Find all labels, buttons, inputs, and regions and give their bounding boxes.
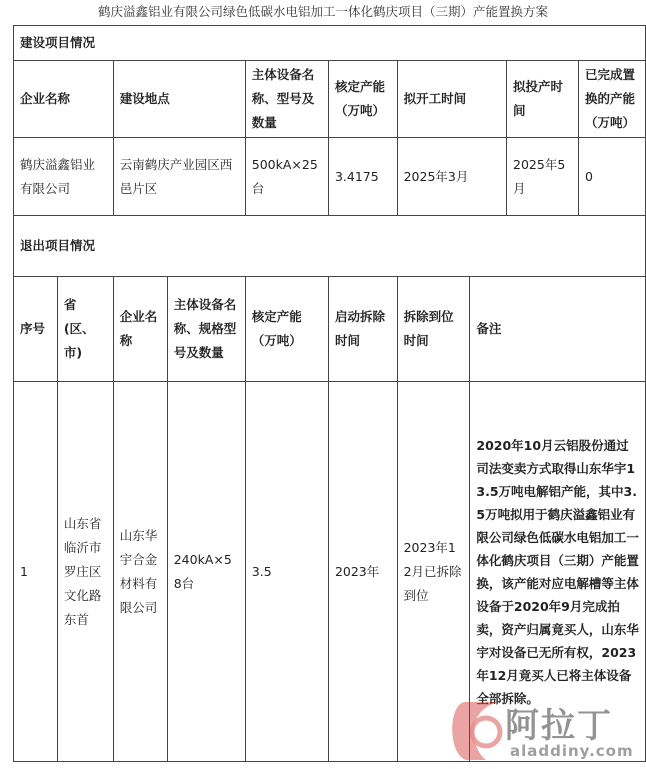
header-remarks: 备注 — [470, 277, 646, 382]
cell-exit-company: 山东华宇合金材料有限公司 — [113, 382, 167, 762]
document-title: 鹤庆溢鑫铝业有限公司绿色低碳水电铝加工一体化鹤庆项目（三期）产能置换方案 — [97, 4, 548, 19]
header-start-time: 拟开工时间 — [397, 61, 506, 138]
header-replaced-capacity: 已完成置换的产能（万吨） — [578, 61, 645, 138]
header-site: 建设地点 — [113, 61, 245, 138]
cell-exit-capacity: 3.5 — [245, 382, 328, 762]
cell-replaced-capacity: 0 — [578, 138, 645, 216]
cell-start-time: 2025年3月 — [397, 138, 506, 216]
header-exit-equipment: 主体设备名称、规格型号及数量 — [167, 277, 245, 382]
watermark-url: aladdiny.com — [510, 742, 634, 760]
exit-section-label: 退出项目情况 — [14, 216, 646, 277]
header-demolition-start: 启动拆除时间 — [328, 277, 397, 382]
cell-production-time: 2025年5月 — [507, 138, 579, 216]
cell-demolition-done: 2023年12月已拆除到位 — [397, 382, 470, 762]
header-equipment: 主体设备名称、型号及数量 — [245, 61, 328, 138]
header-production-time: 拟投产时间 — [507, 61, 579, 138]
header-demolition-done: 拆除到位时间 — [397, 277, 470, 382]
capacity-replacement-table — [13, 25, 646, 762]
header-province: 省(区、市) — [57, 277, 113, 382]
header-capacity: 核定产能（万吨） — [328, 61, 397, 138]
cell-demolition-start: 2023年 — [328, 382, 397, 762]
construction-section-label: 建设项目情况 — [14, 26, 646, 61]
header-company-name: 企业名称 — [14, 61, 114, 138]
cell-serial: 1 — [14, 382, 58, 762]
header-exit-company: 企业名称 — [113, 277, 167, 382]
header-serial: 序号 — [14, 277, 58, 382]
cell-remarks: 2020年10月云铝股份通过司法变卖方式取得山东华宇13.5万吨电解铝产能，其中3.5万吨拟用于鹤庆溢鑫铝业有限公司绿色低碳水电铝加工一体化鹤庆项目（三期）产能置换，该产能对应电解槽等主体设备于2020年9月完成拍卖，资产归属竟买人，山东华宇对设备已无所有权，2023年12月竟买人已将主体设备全部拆除。 — [470, 382, 646, 762]
cell-site: 云南鹤庆产业园区西邑片区 — [113, 138, 245, 216]
watermark-text: 阿拉丁 — [505, 706, 613, 746]
cell-equipment: 500kA×25台 — [245, 138, 328, 216]
cell-exit-equipment: 240kA×58台 — [167, 382, 245, 762]
header-exit-capacity: 核定产能（万吨） — [245, 277, 328, 382]
cell-province: 山东省临沂市罗庄区文化路东首 — [57, 382, 113, 762]
cell-capacity: 3.4175 — [328, 138, 397, 216]
cell-company-name: 鹤庆溢鑫铝业有限公司 — [14, 138, 114, 216]
